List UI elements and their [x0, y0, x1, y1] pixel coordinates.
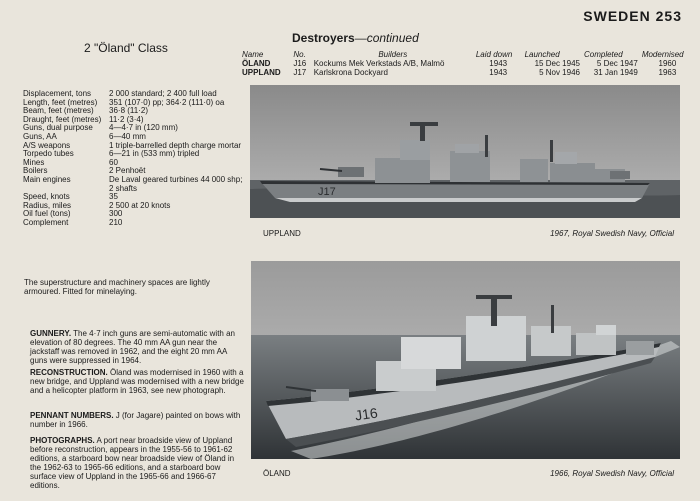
- page-header-country: [583, 8, 682, 24]
- ship-laid-down: 1943: [489, 59, 508, 68]
- spec-value: 2 000 standard; 2 400 full load: [109, 89, 217, 98]
- ship-modernised: 1960: [658, 59, 677, 68]
- col-header: Builders: [378, 50, 408, 59]
- oland-caption: ÖLAND: [263, 469, 291, 478]
- col-header: Completed: [583, 50, 623, 59]
- spec-key: A/S weapons: [23, 140, 71, 150]
- ship-builder: Kockums Mek Verkstads A/B, Malmö: [313, 59, 445, 68]
- spec-row: [23, 219, 248, 228]
- spec-key: Boilers: [23, 166, 48, 176]
- spec-key: Displacement, tons: [23, 89, 92, 98]
- paragraph-heading: RECONSTRUCTION.: [30, 368, 108, 377]
- spec-key: Complement: [23, 217, 69, 227]
- spec-key: Draught, feet (metres): [23, 114, 102, 124]
- spec-row: [23, 150, 248, 159]
- ship-name: ÖLAND: [242, 59, 271, 68]
- ship-launched: 15 Dec 1945: [534, 59, 580, 68]
- spec-key: Guns, dual purpose: [23, 123, 93, 133]
- spec-key: Radius, miles: [23, 200, 72, 210]
- table-row: [240, 59, 695, 68]
- uppland-hull-number: J17: [318, 186, 336, 198]
- uppland-photo: [250, 85, 680, 218]
- paragraph-text: Öland was modernised in 1960 with a new bridge, and Uppland was modernised with a new bridge and a helicopter platform in 1963, see new photograph.: [30, 368, 244, 395]
- paragraph-heading: PHOTOGRAPHS.: [30, 436, 95, 445]
- spec-value: 210: [109, 217, 123, 227]
- ship-name: UPPLAND: [242, 68, 281, 77]
- paragraph-text: J (for Jagare) painted on bows with number in 1966.: [30, 411, 241, 429]
- paragraph-heading: GUNNERY.: [30, 329, 72, 338]
- spec-value: De Laval geared turbines 44 000 shp; 2 shafts: [109, 174, 243, 193]
- spec-key: Guns, AA: [23, 131, 57, 141]
- spec-value: 35: [109, 192, 118, 202]
- armour-note: The superstructure and machinery spaces are lightly armoured. Fitted for minelaying.: [24, 278, 210, 296]
- class-title: 2 "Öland" Class: [84, 41, 168, 55]
- spec-value: 300: [109, 209, 123, 219]
- ships-table-header-row: [240, 50, 695, 59]
- specifications-list: [23, 90, 248, 228]
- paragraph-text: The 4·7 inch guns are semi-automatic with an elevation of 80 degrees. The 40 mm AA gun near the jackstaff was removed in 1962, and the eight 20 mm AA guns were suppressed in 1964.: [30, 329, 235, 365]
- ship-builder: Karlskrona Dockyard: [313, 68, 388, 77]
- oland-photo: [251, 261, 680, 459]
- spec-value: 6—40 mm: [109, 131, 146, 141]
- spec-key: Oil fuel (tons): [23, 209, 71, 219]
- spec-key: Speed, knots: [23, 192, 70, 202]
- ship-modernised: 1963: [658, 68, 677, 77]
- col-header: No.: [293, 50, 306, 59]
- reconstruction-paragraph: [30, 368, 244, 395]
- spec-value: 351 (107·0) pp; 364·2 (111·0) oa: [109, 97, 225, 107]
- ship-completed: 5 Dec 1947: [596, 59, 638, 68]
- paragraph-heading: PENNANT NUMBERS.: [30, 411, 114, 420]
- ship-number: J17: [293, 68, 307, 77]
- spec-row: [23, 176, 248, 193]
- spec-key: Mines: [23, 157, 45, 167]
- oland-photo-credit: 1966, Royal Swedish Navy, Official: [550, 469, 674, 478]
- ship-completed: 31 Jan 1949: [593, 68, 638, 77]
- page-number: 253: [655, 8, 682, 24]
- country-name: SWEDEN: [583, 8, 651, 24]
- spec-value: 2 500 at 20 knots: [109, 200, 171, 210]
- spec-value: 1 triple-barrelled depth charge mortar: [109, 140, 242, 150]
- oland-ship-image: [251, 261, 680, 459]
- uppland-ship-image: [250, 85, 680, 218]
- col-header: Name: [242, 50, 264, 59]
- spec-value: 6—21 in (533 mm) tripled: [109, 149, 200, 159]
- ship-launched: 5 Nov 1946: [539, 68, 580, 77]
- pennant-numbers-paragraph: [30, 411, 244, 429]
- oland-hull-number: J16: [353, 404, 379, 424]
- section-title: [292, 31, 419, 45]
- spec-key: Length, feet (metres): [23, 97, 98, 107]
- spec-key: Main engines: [23, 174, 71, 184]
- ships-table: [240, 50, 695, 77]
- col-header: Laid down: [475, 50, 513, 59]
- uppland-caption: UPPLAND: [263, 229, 301, 238]
- section-main: Destroyers: [292, 31, 355, 45]
- spec-value: 36·8 (11·2): [109, 106, 148, 116]
- spec-value: 2 Penhoët: [109, 166, 146, 176]
- spec-key: Torpedo tubes: [23, 149, 74, 159]
- ship-number: J16: [293, 59, 307, 68]
- gunnery-paragraph: [30, 329, 244, 365]
- paragraph-text: A port near broadside view of Uppland before reconstruction, appears in the 1955-56 to 1961-62 editions, a starboard bow near broadside view of Öland in the 1962-63 to 1965-66 editions, and a starboard bow surface view of Uppland in the 1965-66 and 1966-67 editions.: [30, 436, 235, 490]
- photographs-paragraph: [30, 436, 244, 490]
- section-suffix: —continued: [354, 31, 419, 45]
- ship-laid-down: 1943: [489, 68, 508, 77]
- table-row: [240, 68, 695, 77]
- spec-value: 11·2 (3·4): [109, 114, 144, 124]
- spec-value: 60: [109, 157, 118, 167]
- spec-value: 4—4·7 in (120 mm): [109, 123, 178, 133]
- spec-key: Beam, feet (metres): [23, 106, 94, 116]
- col-header: Launched: [524, 50, 560, 59]
- uppland-photo-credit: 1967, Royal Swedish Navy, Official: [550, 229, 674, 238]
- col-header: Modernised: [641, 50, 684, 59]
